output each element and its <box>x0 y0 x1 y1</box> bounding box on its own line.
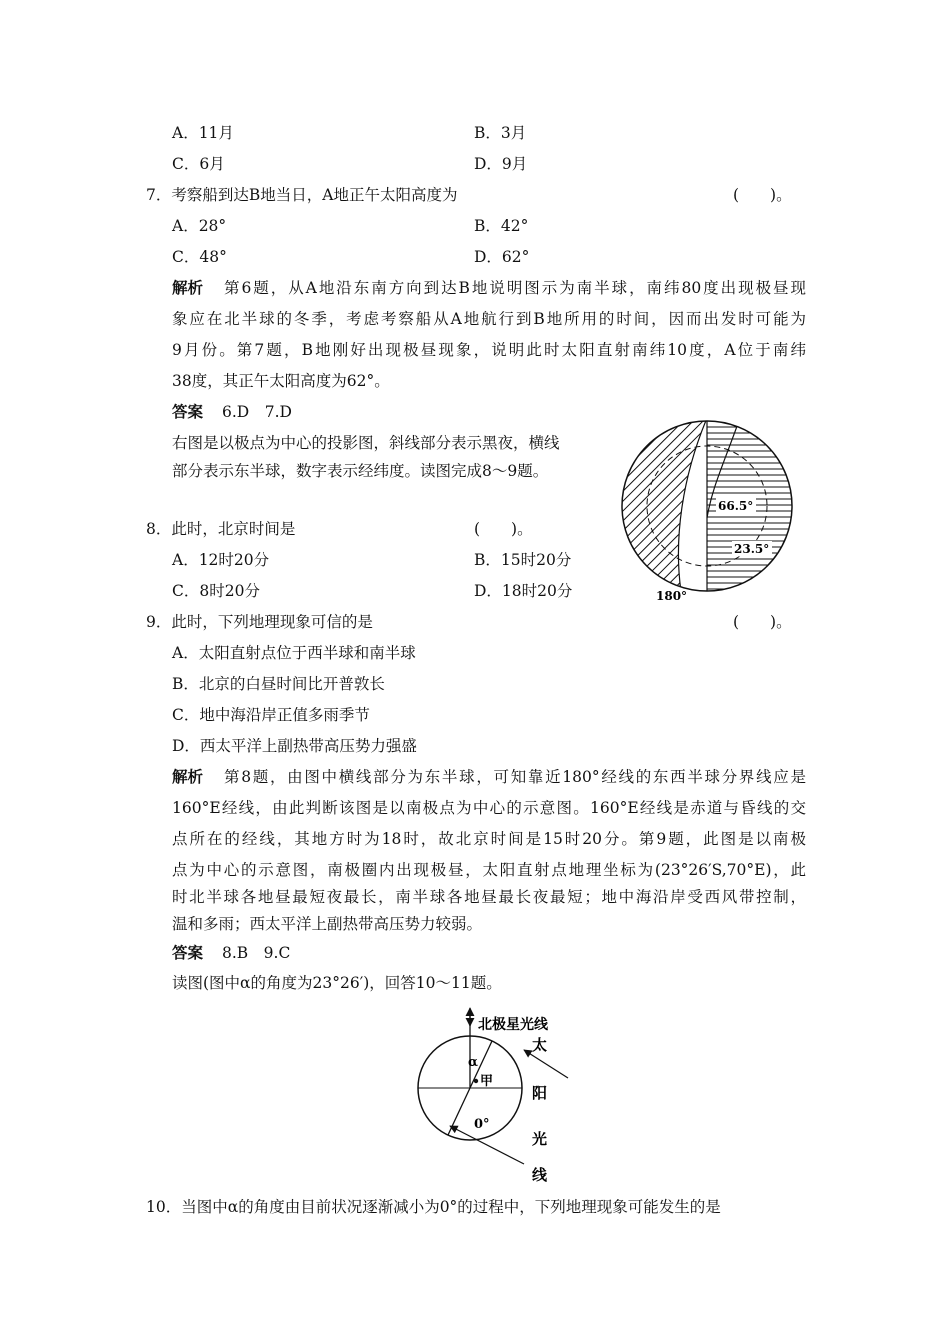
q6-option-d: D．9月 <box>474 155 528 173</box>
q8-option-c: C．8时20分 <box>172 582 260 600</box>
night-hatch <box>612 418 707 598</box>
q7-stem: 7．考察船到达B地当日，A地正午太阳高度为 <box>146 186 458 204</box>
q9-option-d: D．西太平洋上副热带高压势力强盛 <box>172 737 417 755</box>
q8-blank: ( )。 <box>474 520 533 538</box>
q7-option-a: A．28° <box>172 217 227 235</box>
sun-ray-upper <box>524 1050 568 1078</box>
label-180: 180° <box>656 589 688 603</box>
analysis2-label: 解析 <box>172 767 204 786</box>
q7-option-d: D．62° <box>474 248 530 266</box>
analysis1-line1: 第6题，从A地沿东南方向到达B地说明图示为南半球，南纬80度出现极昼现 <box>224 279 806 297</box>
q9-stem: 9．此时，下列地理现象可信的是 <box>146 613 373 631</box>
earth-sunlight-figure <box>408 1004 598 1188</box>
label-23-5: 23.5° <box>734 542 770 556</box>
intro2-line1: 右图是以极点为中心的投影图，斜线部分表示黑夜，横线 <box>172 434 560 452</box>
label-jia: 甲 <box>480 1074 494 1089</box>
q6-option-c: C．6月 <box>172 155 225 173</box>
label-sun-4: 线 <box>532 1166 548 1184</box>
q6-option-a: A．11月 <box>172 124 234 142</box>
q6-option-b: B．3月 <box>474 124 527 142</box>
analysis2-line2: 160°E经线，由此判断该图是以南极点为中心的示意图。160°E经线是赤道与昏线的交 <box>172 799 806 817</box>
q9-option-b: B．北京的白昼时间比开普敦长 <box>172 675 385 693</box>
q9-blank: ( )。 <box>733 613 792 631</box>
analysis1-line4: 38度，其正午太阳高度为62°。 <box>172 372 390 390</box>
analysis1-line2: 象应在北半球的冬季，考虑考察船从A地航行到B地所用的时间，因而出发时可能为 <box>172 310 806 328</box>
analysis2-line3: 点所在的经线，其地方时为18时，故北京时间是15时20分。第9题，此图是以南极 <box>172 830 806 848</box>
analysis2-line1: 第8题，由图中横线部分为东半球，可知靠近180°经线的东西半球分界线应是 <box>224 768 806 786</box>
q9-option-a: A．太阳直射点位于西半球和南半球 <box>172 644 416 662</box>
label-sun-3: 光 <box>532 1130 548 1148</box>
label-sun-2: 阳 <box>532 1084 548 1102</box>
label-alpha: α <box>468 1055 479 1070</box>
q7-option-b: B．42° <box>474 217 529 235</box>
analysis1-label: 解析 <box>172 278 204 297</box>
label-sun-1: 太 <box>532 1036 548 1054</box>
analysis1-line3: 9月份。第7题，B地刚好出现极昼现象，说明此时太阳直射南纬10度，A位于南纬 <box>172 341 806 359</box>
q10-stem: 10．当图中α的角度由目前状况逐渐减小为0°的过程中，下列地理现象可能发生的是 <box>146 1198 721 1216</box>
intro2-line2: 部分表示东半球，数字表示经纬度。读图完成8～9题。 <box>172 462 549 480</box>
point-jia-dot <box>474 1079 478 1083</box>
analysis2-line6: 温和多雨；西太平洋上副热带高压势力较弱。 <box>172 915 483 933</box>
q8-option-d: D．18时20分 <box>474 582 573 600</box>
q8-stem: 8．此时，北京时间是 <box>146 520 296 538</box>
q8-option-a: A．12时20分 <box>172 551 270 569</box>
analysis2-line5: 时北半球各地昼最短夜最长，南半球各地昼最长夜最短；地中海沿岸受西风带控制， <box>172 888 806 906</box>
answer1-label: 答案 <box>172 402 204 421</box>
answer2-text: 8.B 9.C <box>222 944 291 962</box>
answer2-label: 答案 <box>172 943 204 962</box>
label-66-5: 66.5° <box>718 499 754 513</box>
q7-blank: ( )。 <box>733 186 792 204</box>
q9-option-c: C．地中海沿岸正值多雨季节 <box>172 706 370 724</box>
label-polaris: 北极星光线 <box>478 1017 548 1033</box>
label-zero-degree: 0° <box>474 1117 490 1132</box>
answer1-text: 6.D 7.D <box>222 403 292 421</box>
polar-projection-figure <box>612 418 812 604</box>
intro3: 读图(图中α的角度为23°26′)，回答10～11题。 <box>172 974 502 992</box>
q7-option-c: C．48° <box>172 248 227 266</box>
q8-option-b: B．15时20分 <box>474 551 572 569</box>
analysis2-line4: 点为中心的示意图，南极圈内出现极昼，太阳直射点地理坐标为(23°26′S,70°E)，此 <box>172 861 806 879</box>
